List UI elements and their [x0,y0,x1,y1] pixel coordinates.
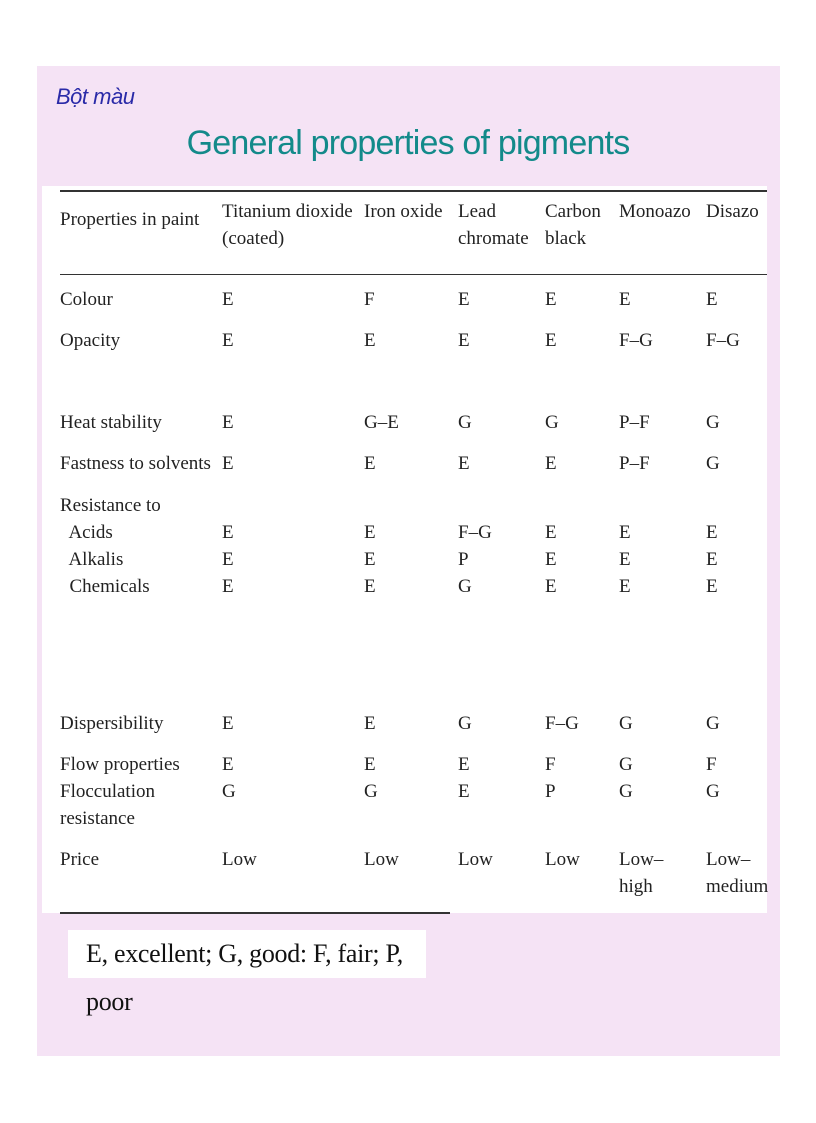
rating-cell: E [545,576,557,597]
rating-cell: E [222,522,234,543]
rating-cell: E [706,289,718,310]
rating-cell: E [619,522,631,543]
rating-cell: F [364,289,375,310]
rating-cell: E [545,453,557,474]
rating-cell: E [545,549,557,570]
rating-cell: F [706,754,717,775]
row-label: Price [60,849,100,870]
header-cell-pigment: Carbon black [545,201,601,249]
rating-cell: G–E [364,412,399,433]
rating-cell: G [619,754,633,775]
rating-cell: F–G [545,713,579,734]
rating-cell: P [458,549,469,570]
rating-cell: F–G [706,330,740,351]
properties-table [42,186,767,913]
row-label: Acids [60,522,113,543]
rating-cell: E [619,576,631,597]
rating-cell: E [545,522,557,543]
rating-cell: E [545,330,557,351]
rating-cell: E [222,330,234,351]
legend-note: E, excellent; G, good: F, fair; P, poor [68,930,426,978]
rating-cell: E [222,713,234,734]
rating-cell: F–G [619,330,653,351]
rating-cell: Low [222,849,257,870]
rating-cell: P–F [619,412,650,433]
row-label: Heat stability [60,412,162,433]
row-label: Flow properties [60,754,180,775]
header-cell-pigment: Iron oxide [364,201,443,222]
row-label: Fastness to solvents [60,453,211,474]
slide-kicker: Bột màu [56,84,135,109]
rating-cell: G [545,412,559,433]
slide-title: General properties of pigments [186,124,630,162]
rating-cell: E [222,453,234,474]
rating-cell: E [364,713,376,734]
rating-cell: Low [458,849,493,870]
rating-cell: E [364,549,376,570]
rating-cell: E [364,453,376,474]
rating-cell: E [545,289,557,310]
rating-cell: Low– high [619,849,664,897]
row-label: Colour [60,289,113,310]
row-label: Dispersibility [60,713,164,734]
header-cell-pigment: Lead chromate [458,201,529,249]
rating-cell: G [458,713,472,734]
rating-cell: E [364,754,376,775]
rating-cell: F–G [458,522,492,543]
rating-cell: E [706,576,718,597]
row-label: Opacity [60,330,121,351]
rating-cell: E [706,522,718,543]
rating-cell: E [222,576,234,597]
rating-cell: E [619,289,631,310]
rating-cell: G [458,576,472,597]
row-label: Resistance to [60,495,161,516]
rating-cell: E [619,549,631,570]
header-cell-pigment: Titanium dioxide (coated) [222,201,353,249]
header-cell-property: Properties in paint [60,209,200,230]
rating-cell: E [458,754,470,775]
rating-cell: E [222,754,234,775]
row-label: Chemicals [60,576,150,597]
table-bottom-rule [60,912,450,914]
rating-cell: G [706,781,720,802]
table-header-rule [60,274,767,275]
rating-cell: E [222,412,234,433]
rating-cell: Low– medium [706,849,769,897]
rating-cell: E [706,549,718,570]
rating-cell: P [545,781,556,802]
header-cell-pigment: Disazo [706,201,759,222]
row-label: Alkalis [60,549,124,570]
rating-cell: P–F [619,453,650,474]
rating-cell: G [222,781,236,802]
table-top-rule [60,190,767,192]
rating-cell: E [458,781,470,802]
rating-cell: E [458,453,470,474]
rating-cell: G [619,713,633,734]
rating-cell: G [706,412,720,433]
rating-cell: F [545,754,556,775]
rating-cell: G [706,453,720,474]
rating-cell: E [458,330,470,351]
rating-cell: E [458,289,470,310]
rating-cell: E [364,330,376,351]
header-cell-pigment: Monoazo [619,201,691,222]
rating-cell: E [222,289,234,310]
rating-cell: G [706,713,720,734]
rating-cell: Low [545,849,580,870]
rating-cell: G [364,781,378,802]
rating-cell: E [364,522,376,543]
rating-cell: G [619,781,633,802]
rating-cell: Low [364,849,399,870]
row-label: Flocculation resistance [60,781,155,829]
rating-cell: E [364,576,376,597]
rating-cell: E [222,549,234,570]
rating-cell: G [458,412,472,433]
